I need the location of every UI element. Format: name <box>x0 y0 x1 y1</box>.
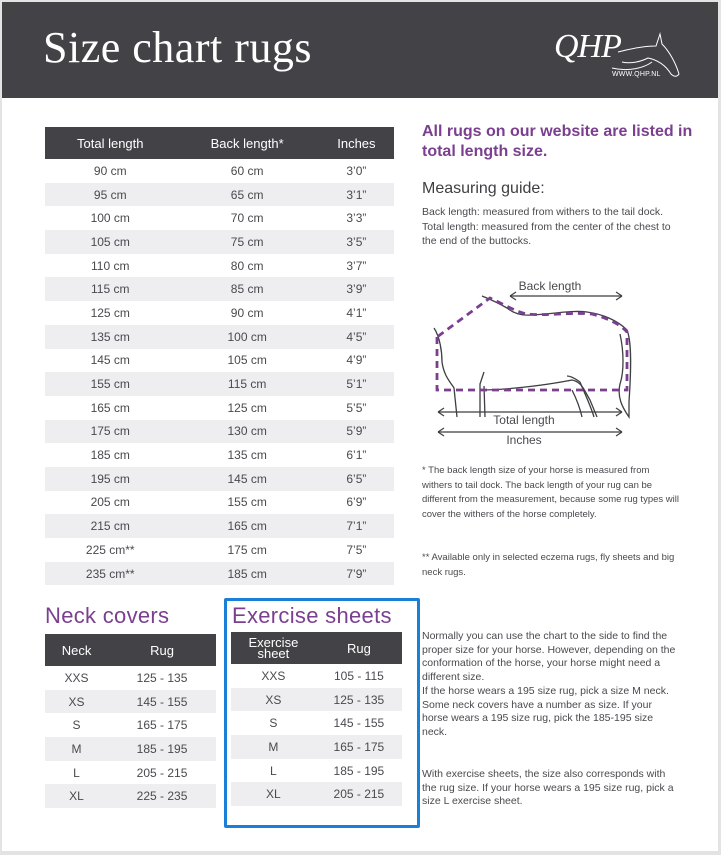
cell-back-length: 125 cm <box>176 396 319 420</box>
header-line-1: Exercise <box>248 635 299 650</box>
back-length-label: Back length <box>518 279 582 293</box>
measuring-guide-text <box>422 205 682 249</box>
cell-inches: 3’1” <box>319 183 394 207</box>
cell-exercise-size: S <box>231 711 316 735</box>
cell-inches: 7’5” <box>319 538 394 562</box>
cell-back-length: 155 cm <box>176 491 319 515</box>
column-header-rug: Rug <box>316 632 402 664</box>
cell-back-length: 185 cm <box>176 562 319 586</box>
table-row <box>45 666 216 690</box>
table-row <box>231 711 402 735</box>
qhp-logo <box>548 22 683 84</box>
horse-measuring-diagram <box>422 272 642 452</box>
cell-inches: 3’3” <box>319 206 394 230</box>
headline-note: All rugs on our website are listed in total length size. <box>422 123 693 160</box>
cell-total-length: 105 cm <box>45 230 176 254</box>
cell-exercise-size: L <box>231 759 316 783</box>
cell-total-length: 135 cm <box>45 325 176 349</box>
cell-exercise-size: M <box>231 735 316 759</box>
column-header-total-length: Total length <box>45 127 176 159</box>
neck-cover-advice-text: If the horse wears a 195 size rug, pick a size M neck. Some neck covers have a number as size. If your horse wears a 195 size rug, pick the 185-195 size neck. <box>422 685 669 738</box>
cell-back-length: 65 cm <box>176 183 319 207</box>
cell-rug-range: 145 - 155 <box>108 690 216 714</box>
guide-total-length: Total length: measured from the center of the chest to the end of the buttocks. <box>422 220 671 247</box>
cell-back-length: 100 cm <box>176 325 319 349</box>
cell-total-length: 205 cm <box>45 491 176 515</box>
cell-rug-range: 225 - 235 <box>108 784 216 808</box>
table-row <box>45 183 394 207</box>
column-header-inches: Inches <box>319 127 394 159</box>
cell-rug-range: 165 - 175 <box>108 713 216 737</box>
table-row <box>45 230 394 254</box>
logo-wordmark: QHP <box>554 28 621 65</box>
cell-total-length: 155 cm <box>45 372 176 396</box>
cell-inches: 7’1” <box>319 514 394 538</box>
table-row <box>231 688 402 712</box>
table-row <box>231 759 402 783</box>
logo-url: WWW.QHP.NL <box>612 71 661 78</box>
table-row <box>45 690 216 714</box>
cell-exercise-size: XS <box>231 688 316 712</box>
table-row <box>45 467 394 491</box>
cell-back-length: 175 cm <box>176 538 319 562</box>
sizing-advice-text: Normally you can use the chart to the side to find the proper size for your horse. However, depending on the conformation of the horse, your horse might need a different size. <box>422 630 676 683</box>
cell-inches: 4’1” <box>319 301 394 325</box>
cell-neck-size: M <box>45 737 108 761</box>
table-row <box>45 784 216 808</box>
cell-total-length: 115 cm <box>45 277 176 301</box>
rug-outline-dashed <box>437 298 627 390</box>
cell-back-length: 135 cm <box>176 443 319 467</box>
cell-inches: 6’1” <box>319 443 394 467</box>
cell-rug-range: 145 - 155 <box>316 711 402 735</box>
cell-exercise-size: XL <box>231 782 316 806</box>
table-row <box>45 713 216 737</box>
table-header-row <box>45 634 216 666</box>
table-row <box>45 443 394 467</box>
cell-inches: 5’5” <box>319 396 394 420</box>
page-title: Size chart rugs <box>43 23 312 72</box>
availability-footnote: ** Available only in selected eczema rugs, fly sheets and big neck rugs. <box>422 552 675 578</box>
horse-front-leg <box>480 372 485 417</box>
header-banner <box>2 2 718 98</box>
cell-rug-range: 205 - 215 <box>316 782 402 806</box>
cell-exercise-size: XXS <box>231 664 316 688</box>
column-header-back-length: Back length* <box>176 127 319 159</box>
total-length-label: Total length <box>493 413 555 427</box>
column-header-exercise-sheet <box>231 632 316 664</box>
table-row <box>45 420 394 444</box>
cell-total-length: 95 cm <box>45 183 176 207</box>
cell-inches: 6’5” <box>319 467 394 491</box>
exercise-sheets-table <box>231 632 402 806</box>
cell-total-length: 110 cm <box>45 254 176 278</box>
cell-neck-size: XL <box>45 784 108 808</box>
cell-back-length: 165 cm <box>176 514 319 538</box>
guide-back-length: Back length: measured from withers to the tail dock. <box>422 206 664 218</box>
back-length-footnote: * The back length size of your horse is measured from withers to tail dock. The back length of your rug can be different from the measurement, because some rug types will cover the withers of the horse completely. <box>422 465 679 520</box>
cell-total-length: 235 cm** <box>45 562 176 586</box>
cell-total-length: 195 cm <box>45 467 176 491</box>
cell-back-length: 90 cm <box>176 301 319 325</box>
cell-inches: 4’9” <box>319 349 394 373</box>
cell-rug-range: 185 - 195 <box>108 737 216 761</box>
cell-back-length: 115 cm <box>176 372 319 396</box>
cell-inches: 7’9” <box>319 562 394 586</box>
cell-inches: 3’9” <box>319 277 394 301</box>
cell-rug-range: 165 - 175 <box>316 735 402 759</box>
table-row <box>45 277 394 301</box>
table-row <box>45 761 216 785</box>
cell-neck-size: L <box>45 761 108 785</box>
exercise-sheets-title: Exercise sheets <box>232 603 392 628</box>
exercise-sheet-advice-text: With exercise sheets, the size also corresponds with the rug size. If your horse wears a 195 size rug, pick a size L exercise sheet. <box>422 768 674 808</box>
cell-total-length: 125 cm <box>45 301 176 325</box>
cell-rug-range: 105 - 115 <box>316 664 402 688</box>
cell-total-length: 165 cm <box>45 396 176 420</box>
cell-inches: 3’0” <box>319 159 394 183</box>
column-header-rug: Rug <box>108 634 216 666</box>
cell-rug-range: 125 - 135 <box>316 688 402 712</box>
table-row <box>45 349 394 373</box>
cell-inches: 3’7” <box>319 254 394 278</box>
table-header-row <box>45 127 394 159</box>
measuring-guide-title: Measuring guide: <box>422 180 545 197</box>
cell-rug-range: 205 - 215 <box>108 761 216 785</box>
table-row <box>45 491 394 515</box>
column-header-neck: Neck <box>45 634 108 666</box>
table-row <box>45 301 394 325</box>
cell-inches: 6’9” <box>319 491 394 515</box>
cell-neck-size: XS <box>45 690 108 714</box>
table-row <box>231 735 402 759</box>
table-row <box>45 372 394 396</box>
cell-neck-size: S <box>45 713 108 737</box>
cell-back-length: 145 cm <box>176 467 319 491</box>
table-row <box>45 562 394 586</box>
cell-back-length: 130 cm <box>176 420 319 444</box>
cell-inches: 3’5” <box>319 230 394 254</box>
cell-back-length: 75 cm <box>176 230 319 254</box>
cell-inches: 5’1” <box>319 372 394 396</box>
rug-size-table <box>45 127 394 585</box>
table-row <box>45 206 394 230</box>
cell-neck-size: XXS <box>45 666 108 690</box>
cell-total-length: 145 cm <box>45 349 176 373</box>
cell-total-length: 215 cm <box>45 514 176 538</box>
neck-covers-table <box>45 634 216 808</box>
cell-total-length: 225 cm** <box>45 538 176 562</box>
cell-total-length: 175 cm <box>45 420 176 444</box>
cell-total-length: 90 cm <box>45 159 176 183</box>
table-row <box>45 159 394 183</box>
cell-back-length: 70 cm <box>176 206 319 230</box>
cell-back-length: 80 cm <box>176 254 319 278</box>
table-row <box>45 254 394 278</box>
cell-back-length: 60 cm <box>176 159 319 183</box>
table-row <box>45 737 216 761</box>
cell-back-length: 105 cm <box>176 349 319 373</box>
inches-label: Inches <box>506 433 542 447</box>
table-row <box>45 538 394 562</box>
cell-total-length: 185 cm <box>45 443 176 467</box>
cell-back-length: 85 cm <box>176 277 319 301</box>
header-line-2: sheet <box>257 646 290 661</box>
cell-inches: 5’9” <box>319 420 394 444</box>
table-row <box>45 325 394 349</box>
table-row <box>231 664 402 688</box>
table-row <box>45 514 394 538</box>
horse-hind-leg <box>567 376 594 417</box>
cell-total-length: 100 cm <box>45 206 176 230</box>
neck-covers-title: Neck covers <box>45 603 170 628</box>
table-row <box>231 782 402 806</box>
cell-rug-range: 125 - 135 <box>108 666 216 690</box>
table-row <box>45 396 394 420</box>
cell-rug-range: 185 - 195 <box>316 759 402 783</box>
table-header-row <box>231 632 402 664</box>
cell-inches: 4’5” <box>319 325 394 349</box>
size-chart-page <box>2 2 718 851</box>
